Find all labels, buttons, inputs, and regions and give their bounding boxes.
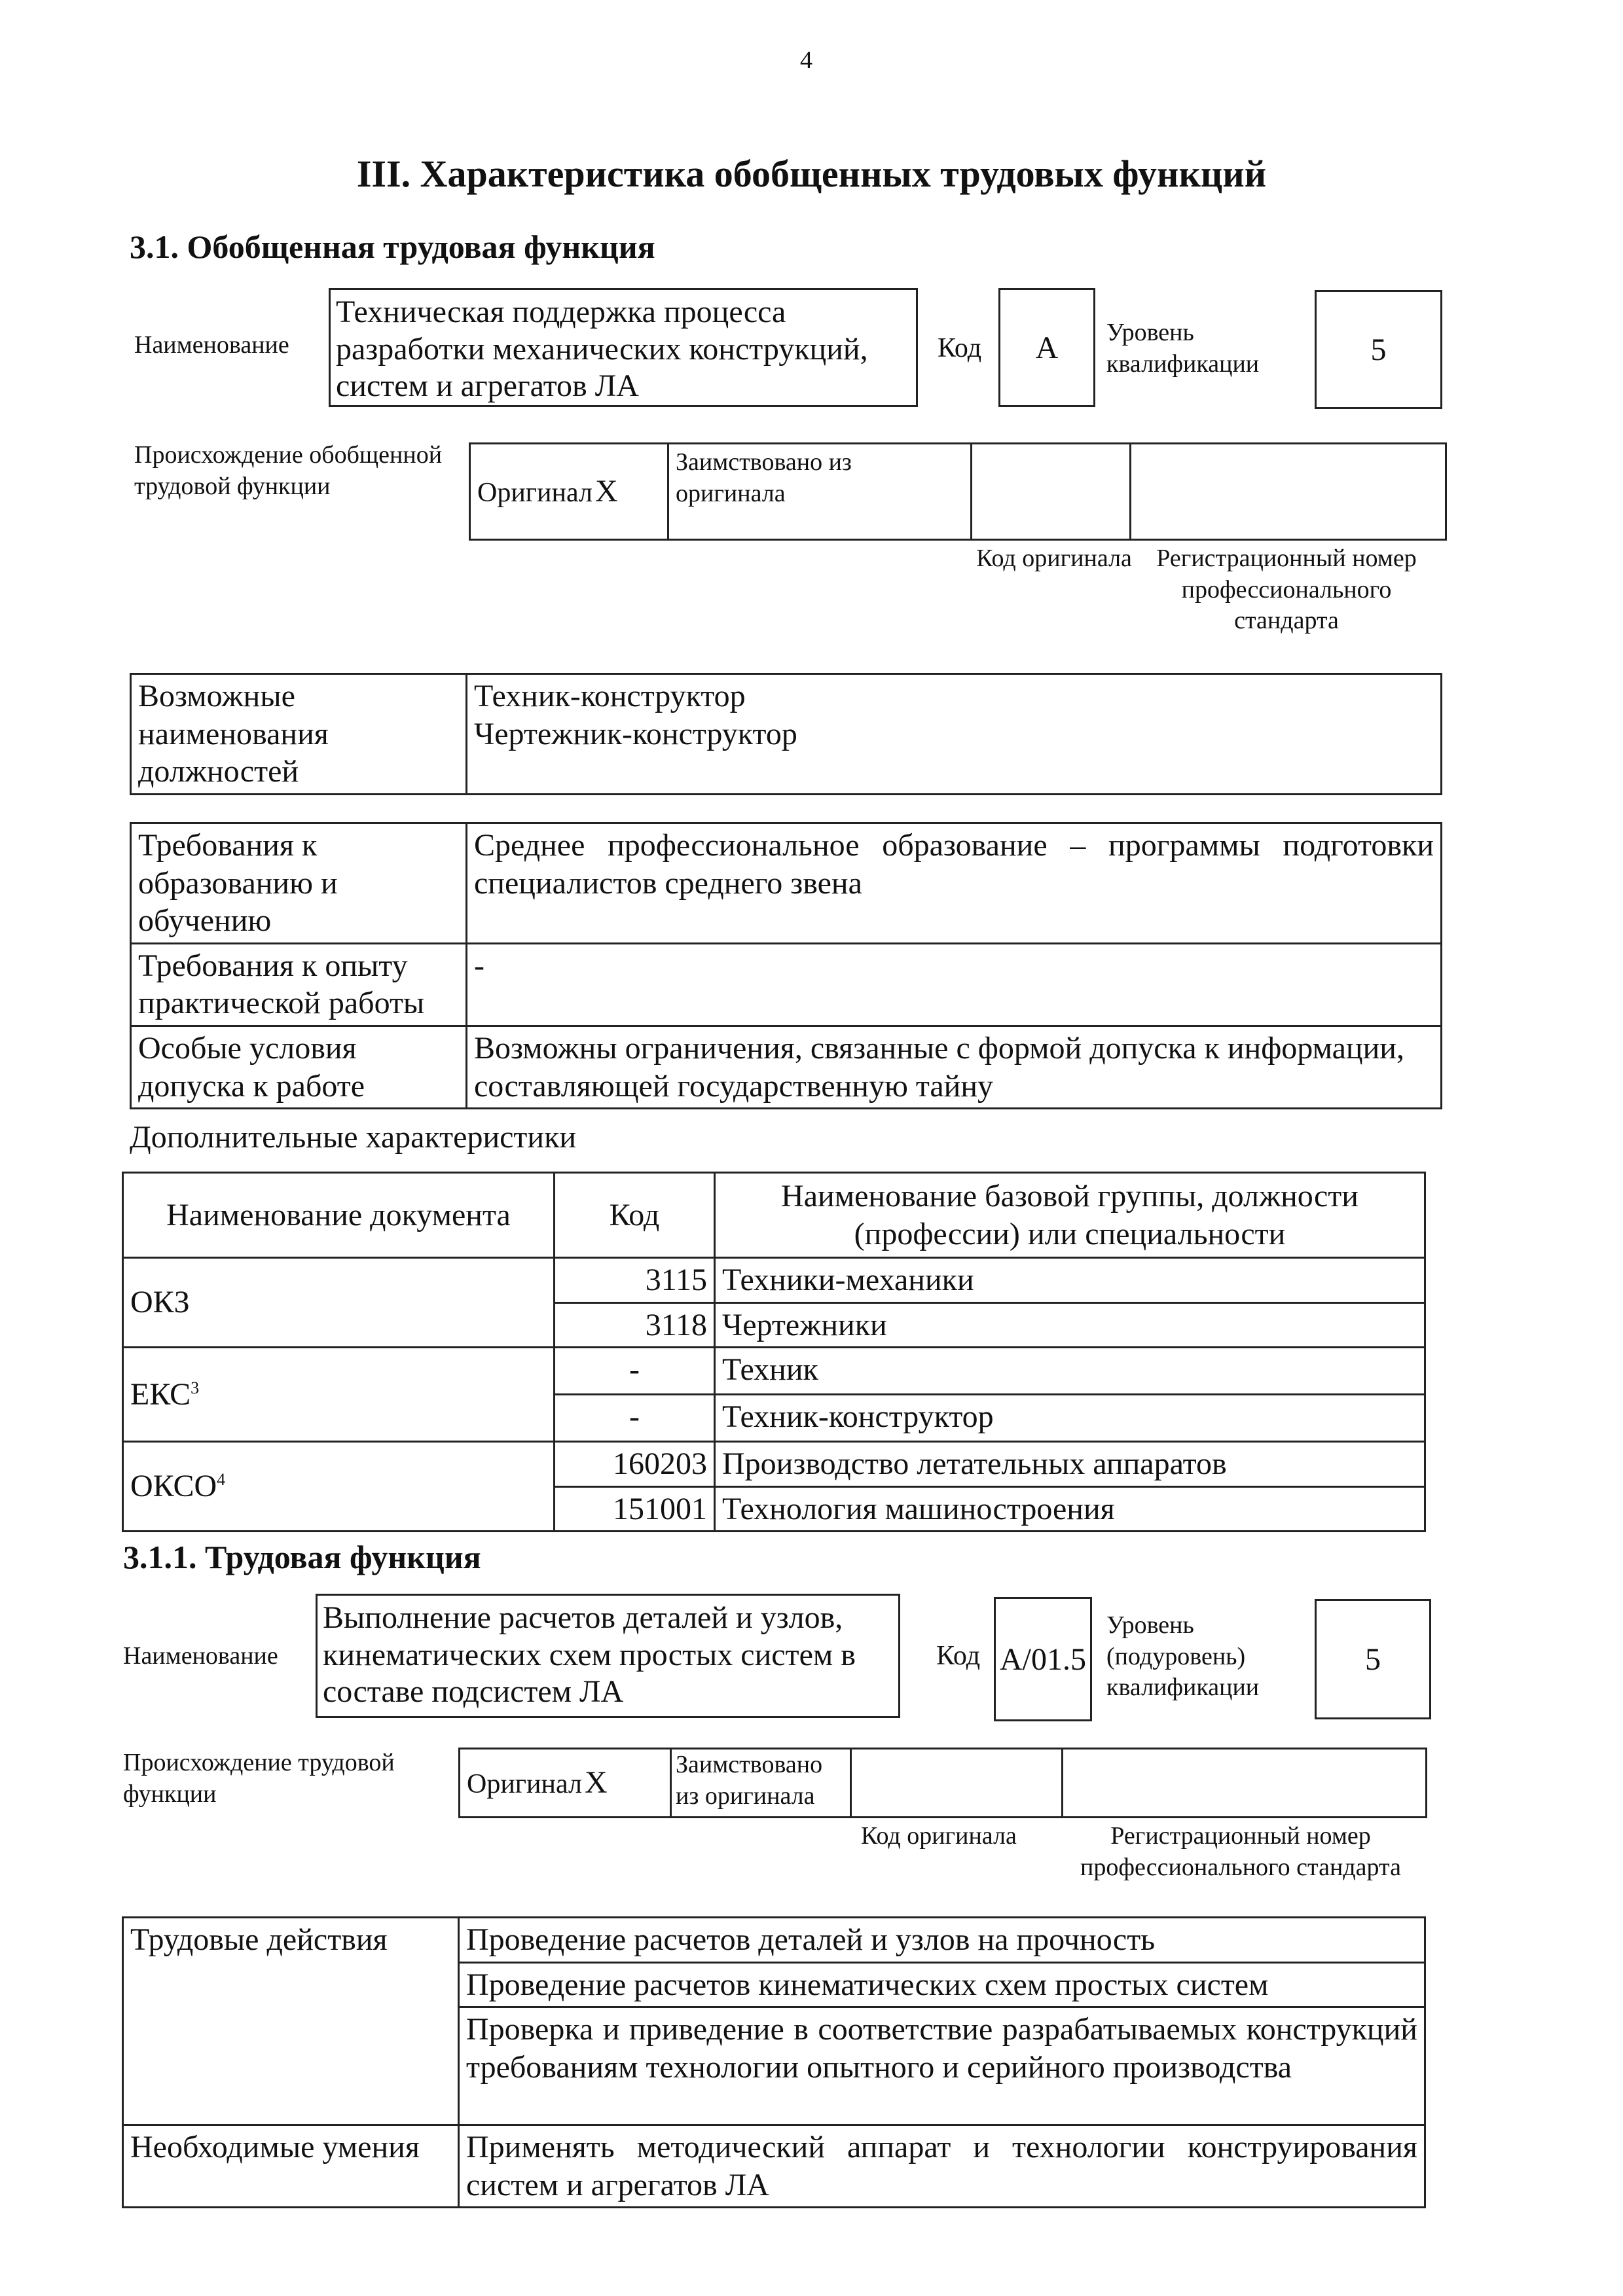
tf-code-box xyxy=(994,1597,1092,1721)
tf-heading: 3.1.1. Трудовая функция xyxy=(123,1539,481,1575)
additional-name: Технология машиностроения xyxy=(715,1486,1425,1532)
tf-origin-code-caption: Код оригинала xyxy=(861,1822,1017,1850)
additional-doc-okso xyxy=(123,1442,555,1532)
tf-name-label: Наименование xyxy=(123,1642,278,1670)
gtf-position-item: Чертежник-конструктор xyxy=(474,716,797,751)
gtf-origin-label: Происхождение обобщенной трудовой функции xyxy=(134,441,443,500)
gtf-requirements-table xyxy=(130,822,1442,1109)
additional-heading: Дополнительные характеристики xyxy=(130,1120,577,1155)
additional-name: Чертежники xyxy=(715,1302,1425,1348)
tf-origin-table xyxy=(458,1748,1427,1818)
gtf-name-label: Наименование xyxy=(134,331,289,359)
additional-header-name: Наименование базовой группы, должности (профессии) или специальности xyxy=(715,1173,1425,1258)
tf-code-value: A/01.5 xyxy=(1000,1641,1086,1677)
tf-skills-label: Необходимые умения xyxy=(123,2125,459,2208)
section-title: III. Характеристика обобщенных трудовых функций xyxy=(356,152,1267,195)
footnote-3: 3 xyxy=(191,1378,200,1397)
gtf-level-box xyxy=(1315,290,1442,409)
page-number: 4 xyxy=(800,46,812,74)
gtf-origin-reg-caption: Регистрационный номер профессионального стандарта xyxy=(1156,545,1417,634)
additional-name: Техники-механики xyxy=(715,1258,1425,1303)
tf-code-label: Код xyxy=(936,1641,981,1671)
additional-doc-eks xyxy=(123,1348,555,1442)
gtf-origin-code-caption: Код оригинала xyxy=(976,545,1132,572)
additional-doc-eks-text: ЕКС xyxy=(130,1376,191,1412)
additional-name: Техник-конструктор xyxy=(715,1395,1425,1442)
tf-actions-table xyxy=(122,1916,1426,2208)
additional-code: 3115 xyxy=(555,1258,715,1303)
gtf-position-item: Техник-конструктор xyxy=(474,679,746,713)
additional-doc-okz: ОКЗ xyxy=(123,1258,555,1348)
req-education-value: Среднее профессиональное образование – программы подготовки специалистов среднего звена xyxy=(467,823,1442,944)
req-education-label: Требования к образованию и обучению xyxy=(131,823,467,944)
req-conditions-label: Особые условия допуска к работе xyxy=(131,1026,467,1108)
additional-code: 160203 xyxy=(555,1442,715,1487)
additional-name: Техник xyxy=(715,1348,1425,1395)
tf-action-item: Проверка и приведение в соответствие разрабатываемых конструкций требованиям технологии опытного и серийного производства xyxy=(459,2007,1425,2125)
tf-origin-original-cell xyxy=(460,1749,671,1818)
tf-action-item: Проведение расчетов кинематических схем простых систем xyxy=(459,1962,1425,2007)
tf-actions-label: Трудовые действия xyxy=(123,1918,459,2125)
tf-name-value: Выполнение расчетов деталей и узлов, кинематических схем простых систем в составе подсистем ЛА xyxy=(323,1600,856,1710)
gtf-origin-original: Оригинал xyxy=(477,478,593,509)
additional-name: Производство летательных аппаратов xyxy=(715,1442,1425,1487)
additional-code: - xyxy=(555,1395,715,1442)
additional-doc-okso-text: ОКСО xyxy=(130,1469,217,1504)
additional-header-code: Код xyxy=(555,1173,715,1258)
footnote-4: 4 xyxy=(217,1470,226,1490)
tf-origin-borrowed: Заимствовано из оригинала xyxy=(671,1749,851,1818)
gtf-positions-label: Возможные наименования должностей xyxy=(131,674,467,795)
tf-origin-reg-caption: Регистрационный номер профессионального стандарта xyxy=(1080,1822,1401,1881)
tf-origin-original: Оригинал xyxy=(467,1769,582,1800)
tf-origin-reg-cell xyxy=(1063,1749,1427,1818)
req-experience-label: Требования к опыту практической работы xyxy=(131,943,467,1026)
gtf-level-value: 5 xyxy=(1370,332,1387,367)
additional-code: 3118 xyxy=(555,1302,715,1348)
gtf-positions-cell xyxy=(467,674,1442,795)
gtf-code-label: Код xyxy=(938,333,982,363)
gtf-origin-borrowed: Заимствовано из оригинала xyxy=(668,444,972,540)
additional-table xyxy=(122,1172,1426,1532)
tf-level-box xyxy=(1315,1599,1431,1719)
req-experience-value: - xyxy=(467,943,1442,1026)
gtf-origin-original-cell xyxy=(470,444,668,540)
tf-origin-mark: X xyxy=(584,1765,608,1801)
additional-header-doc: Наименование документа xyxy=(123,1173,555,1258)
gtf-level-label: Уровень квалификации xyxy=(1106,319,1260,378)
tf-action-item: Проведение расчетов деталей и узлов на прочность xyxy=(459,1918,1425,1963)
additional-code: - xyxy=(555,1348,715,1395)
tf-origin-label: Происхождение трудовой функции xyxy=(123,1749,395,1808)
gtf-name-value: Техническая поддержка процесса разработки механических конструкций, систем и агрегатов ЛА xyxy=(336,295,868,404)
tf-origin-code-cell xyxy=(851,1749,1063,1818)
gtf-origin-reg-cell xyxy=(1131,444,1446,540)
gtf-code-value: А xyxy=(1035,330,1059,365)
req-conditions-value: Возможны ограничения, связанные с формой допуска к информации, составляющей государственную тайну xyxy=(467,1026,1442,1108)
tf-skill-item: Применять методический аппарат и технологии конструирования систем и агрегатов ЛА xyxy=(459,2125,1425,2208)
tf-level-label: Уровень (подуровень) квалификации xyxy=(1106,1611,1260,1701)
gtf-origin-code-cell xyxy=(972,444,1131,540)
gtf-code-box xyxy=(998,288,1095,407)
gtf-origin-mark: X xyxy=(594,474,618,509)
gtf-origin-table xyxy=(469,442,1447,541)
additional-code: 151001 xyxy=(555,1486,715,1532)
gtf-positions-table xyxy=(130,673,1442,795)
tf-level-value: 5 xyxy=(1365,1641,1381,1677)
tf-name-box xyxy=(316,1594,900,1718)
gtf-heading: 3.1. Обобщенная трудовая функция xyxy=(130,228,655,265)
gtf-name-box xyxy=(329,288,918,407)
